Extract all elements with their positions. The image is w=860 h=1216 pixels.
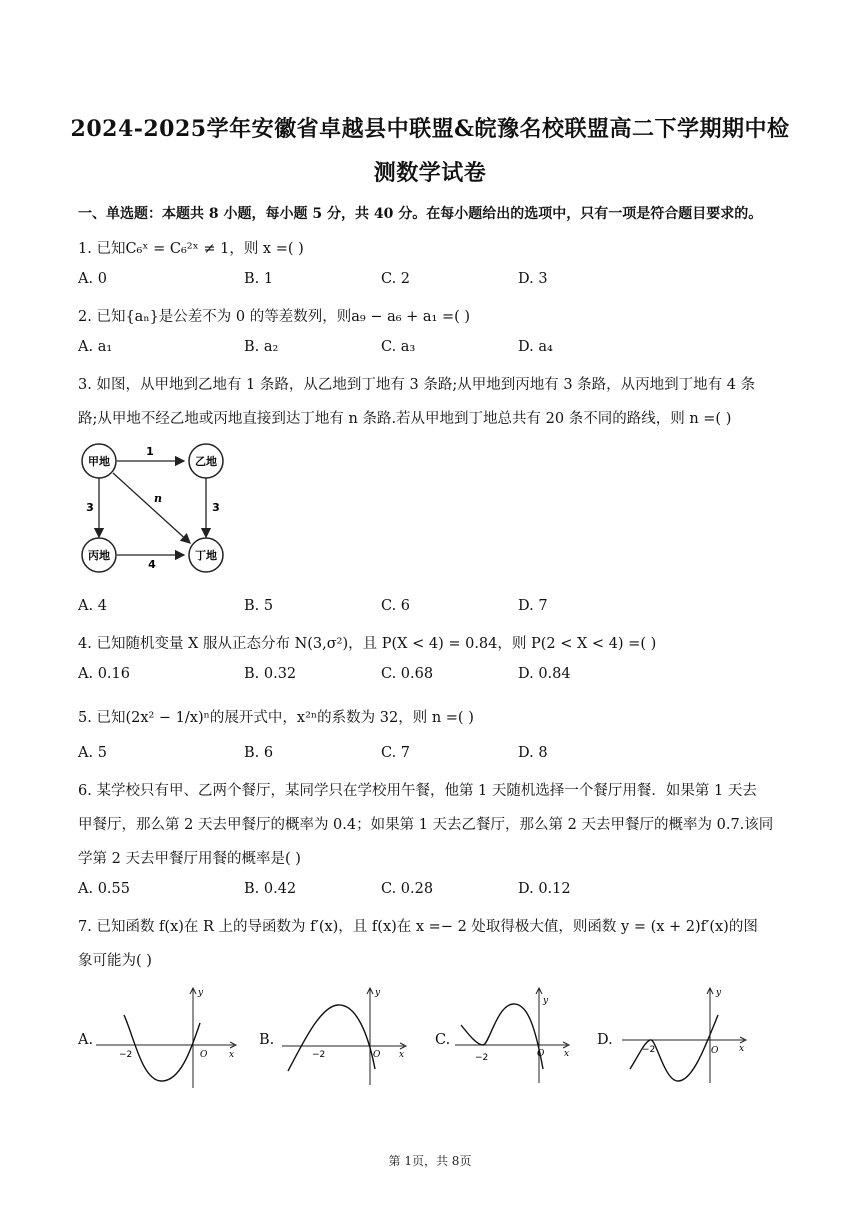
section-heading: 一、单选题：本题共 8 小题，每小题 5 分，共 40 分。在每小题给出的选项中，只有一项是符合题目要求的。 — [78, 206, 763, 222]
edge-label-bing-ding: 4 — [148, 558, 156, 571]
q7d-origin-label: O — [711, 1046, 719, 1056]
q5-option-a: A. 5 — [78, 745, 107, 761]
question-6-line1: 6. 某学校只有甲、乙两个餐厅，某同学只在学校用午餐，他第 1 天随机选择一个餐厅用餐．如果第 1 天去 — [78, 783, 757, 799]
q2-option-a: A. a₁ — [78, 339, 113, 355]
node-yi-label: 乙地 — [195, 455, 217, 468]
q1-option-a: A. 0 — [78, 271, 107, 287]
q3-option-b: B. 5 — [244, 598, 274, 614]
q7a-neg2-label: −2 — [119, 1050, 133, 1060]
q7b-x-label: x — [399, 1050, 405, 1060]
q7a-origin-label: O — [200, 1050, 208, 1060]
q4-option-b: B. 0.32 — [244, 666, 297, 682]
question-6-line2: 甲餐厅，那么第 2 天去甲餐厅的概率为 0.4；如果第 1 天去乙餐厅，那么第 2 天去甲餐厅的概率为 0.7.该同 — [78, 817, 774, 833]
q1-option-c: C. 2 — [381, 271, 411, 287]
edge-label-yi-ding: 3 — [212, 501, 220, 514]
question-3-line1: 3. 如图，从甲地到乙地有 1 条路，从乙地到丁地有 3 条路;从甲地到丙地有 3 条路，从丙地到丁地有 4 条 — [78, 377, 756, 393]
q1-option-d: D. 3 — [518, 271, 548, 287]
node-bing-label: 丙地 — [88, 549, 110, 562]
question-3-line2: 路;从甲地不经乙地或丙地直接到达丁地有 n 条路.若从甲地到丁地总共有 20 条不同的路线，则 n =( ) — [78, 411, 732, 427]
q5-option-c: C. 7 — [381, 745, 411, 761]
q7d-x-label: x — [739, 1044, 745, 1054]
q3-option-a: A. 4 — [78, 598, 107, 614]
exam-title-line1: 2024-2025学年安徽省卓越县中联盟&皖豫名校联盟高二下学期期中检 — [70, 116, 790, 142]
q6-option-d: D. 0.12 — [518, 881, 571, 897]
q4-option-c: C. 0.68 — [381, 666, 434, 682]
q2-option-b: B. a₂ — [244, 339, 279, 355]
edge-label-jia-ding: n — [154, 492, 162, 505]
q7b-origin-label: O — [373, 1050, 381, 1060]
exam-title-line2: 测数学试卷 — [373, 160, 487, 186]
q5-option-b: B. 6 — [244, 745, 274, 761]
q7c-neg2-label: −2 — [475, 1053, 489, 1063]
q7b-y-label: y — [375, 988, 381, 998]
edge-label-jia-bing: 3 — [86, 501, 94, 514]
question-1: 1. 已知C₆ˣ = C₆²ˣ ≠ 1，则 x =( ) — [78, 241, 304, 257]
q7c-x-label: x — [564, 1049, 570, 1059]
node-jia-label: 甲地 — [88, 455, 110, 468]
q7c-origin-label: O — [537, 1049, 545, 1059]
q4-option-d: D. 0.84 — [518, 666, 571, 682]
question-5: 5. 已知(2x² − 1/x)ⁿ的展开式中，x²ⁿ的系数为 32，则 n =( ) — [78, 710, 474, 726]
q5-option-d: D. 8 — [518, 745, 548, 761]
q7-option-d-label: D. — [597, 1032, 613, 1048]
q7-option-c-label: C. — [435, 1032, 451, 1048]
q2-option-c: C. a₃ — [381, 339, 416, 355]
q7b-neg2-label: −2 — [312, 1050, 326, 1060]
q7-option-a-label: A. — [78, 1032, 94, 1048]
edge-label-jia-yi: 1 — [146, 445, 154, 458]
question-2: 2. 已知{aₙ}是公差不为 0 的等差数列，则a₉ − a₆ + a₁ =( ) — [78, 309, 471, 325]
q3-option-c: C. 6 — [381, 598, 411, 614]
q6-option-c: C. 0.28 — [381, 881, 434, 897]
q1-option-b: B. 1 — [244, 271, 274, 287]
page-footer: 第 1页，共 8页 — [388, 1154, 472, 1168]
q3-option-d: D. 7 — [518, 598, 548, 614]
node-ding-label: 丁地 — [195, 549, 217, 562]
q4-option-a: A. 0.16 — [78, 666, 130, 682]
q7d-neg2-label: −2 — [642, 1045, 656, 1055]
question-7-line1: 7. 已知函数 f(x)在 R 上的导函数为 f′(x)，且 f(x)在 x =− 2 处取得极大值，则函数 y = (x + 2)f′(x)的图 — [78, 919, 758, 935]
q7d-y-label: y — [716, 988, 722, 998]
q6-option-b: B. 0.42 — [244, 881, 297, 897]
q6-option-a: A. 0.55 — [78, 881, 130, 897]
q7-graph-d — [622, 985, 752, 1090]
q7-graph-a — [96, 985, 246, 1090]
q7a-x-label: x — [229, 1050, 235, 1060]
q7c-y-label: y — [543, 996, 549, 1006]
question-7-line2: 象可能为( ) — [78, 953, 152, 969]
q2-option-d: D. a₄ — [518, 339, 553, 355]
q7-graph-c — [455, 985, 585, 1090]
q7-graph-b — [282, 985, 412, 1090]
question-6-line3: 学第 2 天去甲餐厅用餐的概率是( ) — [78, 851, 301, 867]
q7-option-b-label: B. — [259, 1032, 275, 1048]
route-diagram — [78, 440, 238, 580]
q7a-y-label: y — [198, 988, 204, 998]
question-4: 4. 已知随机变量 X 服从正态分布 N(3,σ²)，且 P(X < 4) = 0.84，则 P(2 < X < 4) =( ) — [78, 636, 657, 652]
